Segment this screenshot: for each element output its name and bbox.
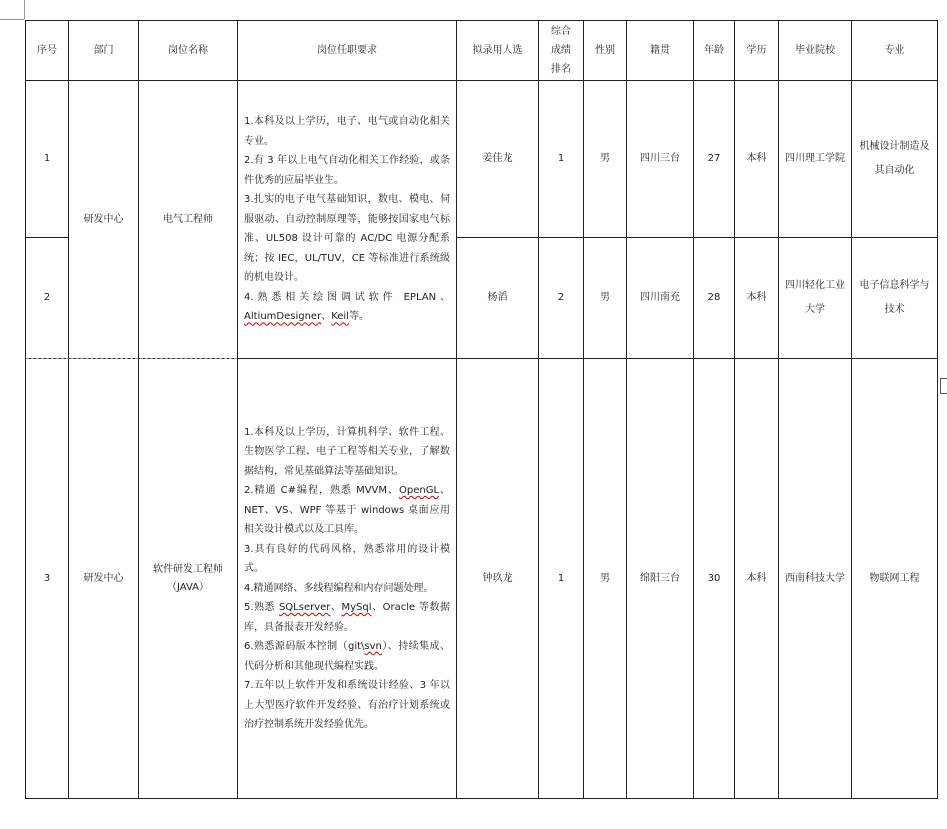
major-text: 电子信息科学与技术 — [859, 280, 930, 315]
cell-requirements — [238, 359, 457, 799]
header-age: 年龄 — [694, 21, 735, 81]
header-department: 部门 — [69, 21, 139, 81]
header-rank-line: 成绩 — [551, 45, 571, 56]
cell-rank: 1 — [539, 359, 584, 799]
position-line: （JAVA） — [166, 581, 210, 593]
requirement-item: 4.精通网络、多线程编程和内存问题处理。 — [244, 582, 434, 594]
header-position: 岗位名称 — [139, 21, 238, 81]
spellcheck-word: MySql — [341, 602, 372, 613]
header-rank-line: 排名 — [551, 64, 571, 75]
cell-origin: 四川三台 — [627, 81, 694, 238]
cell-position — [139, 359, 238, 799]
cell-no: 2 — [26, 238, 69, 359]
requirement-text: 6.熟悉源码版本控制（git\ — [244, 641, 365, 652]
school-text: 西南科技大学 — [785, 572, 845, 584]
cell-candidate: 杨滔 — [457, 238, 539, 359]
position-line: 软件研发工程师 — [153, 563, 223, 575]
cell-gender: 男 — [584, 238, 627, 359]
requirement-text: 、 — [330, 602, 342, 613]
cell-no: 3 — [26, 359, 69, 799]
requirement-text: 等。 — [348, 311, 369, 323]
requirement-item: 3.具有良好的代码风格，熟悉常用的设计模式。 — [244, 543, 450, 574]
requirement-text: 4.熟悉相关绘图调试软件 EPLAN、 — [244, 291, 450, 303]
cell-age: 28 — [694, 238, 735, 359]
requirement-item — [244, 481, 450, 540]
requirement-text: 、 — [321, 311, 332, 323]
school-text: 四川理工学院 — [785, 153, 845, 164]
cell-education: 本科 — [735, 81, 779, 238]
requirement-item: 7.五年以上软件开发和系统设计经验、3 年以上大型医疗软件开发经验、有治疗计划系统或治疗控制系统开发经验优先。 — [244, 680, 450, 730]
cell-school — [779, 81, 852, 238]
header-row — [26, 21, 938, 81]
spellcheck-word: svn — [364, 641, 382, 652]
header-rank-line: 综合 — [551, 26, 571, 37]
cell-gender: 男 — [584, 81, 627, 238]
cell-age: 30 — [694, 359, 735, 799]
cell-education: 本科 — [735, 238, 779, 359]
recruitment-table — [25, 20, 938, 799]
spellcheck-word: SQLserver — [278, 602, 331, 613]
table-row — [26, 359, 938, 799]
header-gender: 性别 — [584, 21, 627, 81]
cell-position: 电气工程师 — [139, 81, 238, 359]
requirement-item: 3.扎实的电子电气基础知识，数电、模电、伺服驱动、自动控制原理等，能够按国家电气标准、UL508 设计可靠的 AC/DC 电源分配系统；按 IEC，UL/TUV，CE 等标准进行系统级的机电设计。 — [244, 194, 450, 284]
requirement-item: 1.本科及以上学历，计算机科学、软件工程、生物医学工程、电子工程等相关专业，了解数据结构，常见基础算法等基础知识。 — [244, 426, 450, 477]
spellcheck-word: Keil — [331, 311, 349, 323]
spellcheck-word: AltiumDesigner — [244, 311, 322, 323]
requirement-item — [244, 598, 450, 637]
requirement-item: 1.本科及以上学历，电子、电气或自动化相关专业。 — [244, 116, 450, 147]
header-no: 序号 — [26, 21, 69, 81]
cell-no: 1 — [26, 81, 69, 238]
cell-gender: 男 — [584, 359, 627, 799]
cell-education: 本科 — [735, 359, 779, 799]
spellcheck-word: OpenGL — [398, 485, 440, 496]
header-school: 毕业院校 — [779, 21, 852, 81]
cell-school — [779, 359, 852, 799]
table-row — [26, 81, 938, 238]
cell-origin: 绵阳三台 — [627, 359, 694, 799]
crop-mark-top-left-h — [0, 19, 24, 20]
requirement-item — [244, 637, 450, 676]
cell-major — [852, 238, 938, 359]
header-education: 学历 — [735, 21, 779, 81]
header-rank — [539, 21, 584, 81]
requirement-text: 、NET、VS、WPF 等基于 windows 桌面应用相关设计模式以及工具库。 — [244, 485, 450, 535]
crop-mark-top-left-v — [24, 0, 25, 19]
requirement-item: 2.有 3 年以上电气自动化相关工作经验，或条件优秀的应届毕业生。 — [244, 155, 450, 186]
header-requirements: 岗位任职要求 — [238, 21, 457, 81]
cell-age: 27 — [694, 81, 735, 238]
cell-candidate: 姜佳龙 — [457, 81, 539, 238]
requirement-text: 、Oracle 等数据库，具备报表开发经验。 — [244, 602, 451, 633]
cell-department: 研发中心 — [69, 81, 139, 359]
cell-origin: 四川南充 — [627, 238, 694, 359]
row-boundary-dashed — [26, 358, 237, 359]
requirement-item — [244, 288, 450, 327]
header-major: 专业 — [852, 21, 938, 81]
cell-requirements — [238, 81, 457, 359]
cell-major: 物联网工程 — [852, 359, 938, 799]
cell-major — [852, 81, 938, 238]
cell-rank: 1 — [539, 81, 584, 238]
major-text: 机械设计制造及其自动化 — [859, 141, 930, 176]
requirement-text: 5.熟悉 — [244, 602, 279, 613]
cell-candidate: 钟玖龙 — [457, 359, 539, 799]
requirement-text: ）、持续集成、代码分析和其他现代编程实践。 — [244, 641, 450, 672]
cell-school — [779, 238, 852, 359]
cell-rank: 2 — [539, 238, 584, 359]
school-text: 四川轻化工业大学 — [785, 280, 845, 315]
header-origin: 籍贯 — [627, 21, 694, 81]
bracket-marker-icon — [940, 378, 947, 394]
requirement-text: 2.精通 C#编程，熟悉 MVVM、 — [244, 485, 399, 496]
cell-department: 研发中心 — [69, 359, 139, 799]
header-candidate: 拟录用人选 — [457, 21, 539, 81]
